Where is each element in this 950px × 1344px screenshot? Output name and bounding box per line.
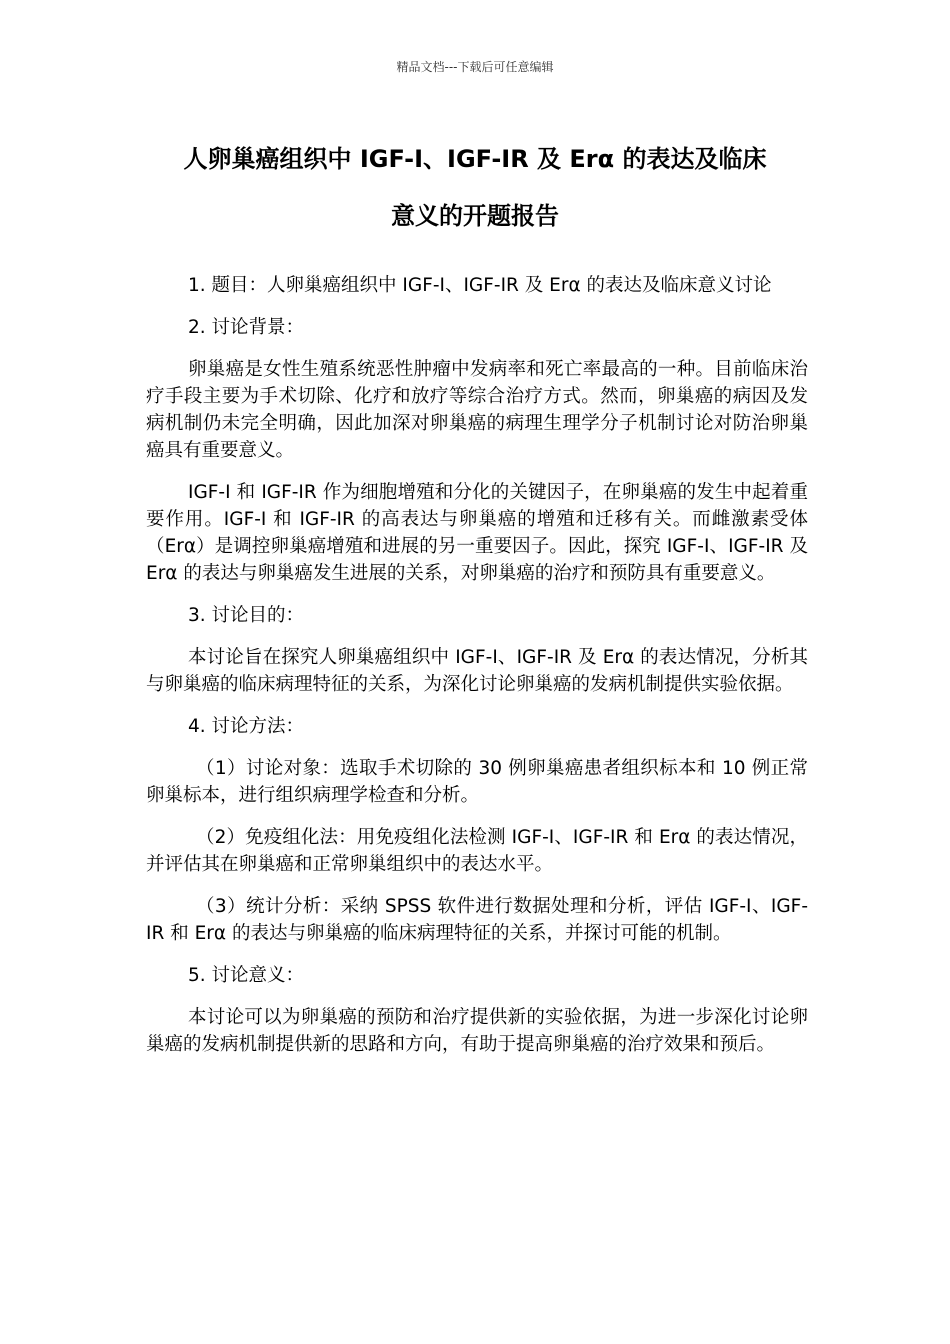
document-body <box>146 272 808 1073</box>
document-title <box>120 131 830 245</box>
significance-paragraph: 本讨论可以为卵巢癌的预防和治疗提供新的实验依据，为进一步深化讨论卵巢癌的发病机制提供新的思路和方向，有助于提高卵巢癌的治疗效果和预后。 <box>146 1007 808 1055</box>
section-heading-methods: 4. 讨论方法： <box>188 716 305 737</box>
method-item-3: （3）统计分析：采纳 SPSS 软件进行数据处理和分析，评估 IGF-I、IGF-IR 和 Erα 的表达与卵巢癌的临床病理特征的关系，并探讨可能的机制。 <box>146 896 808 944</box>
background-paragraph-1: 卵巢癌是女性生殖系统恶性肿瘤中发病率和死亡率最高的一种。目前临床治疗手段主要为手术切除、化疗和放疗等综合治疗方式。然而，卵巢癌的病因及发病机制仍未完全明确，因此加深对卵巢癌的病理生理学分子机制讨论对防治卵巢癌具有重要意义。 <box>146 359 808 461</box>
section-title-topic: 1. 题目：人卵巢癌组织中 IGF-I、IGF-IR 及 Erα 的表达及临床意义讨论 <box>188 275 772 296</box>
section-heading-background: 2. 讨论背景： <box>188 317 305 338</box>
background-paragraph-2: IGF-I 和 IGF-IR 作为细胞增殖和分化的关键因子，在卵巢癌的发生中起着重要作用。IGF-I 和 IGF-IR 的高表达与卵巢癌的增殖和迁移有关。而雌激素受体（Erα）是调控卵巢癌增殖和进展的另一重要因子。因此，探究 IGF-I、IGF-IR 及 Erα 的表达与卵巢癌发生进展的关系，对卵巢癌的治疗和预防具有重要意义。 <box>146 482 808 584</box>
method-item-2: （2）免疫组化法：用免疫组化法检测 IGF-I、IGF-IR 和 Erα 的表达情况，并评估其在卵巢癌和正常卵巢组织中的表达水平。 <box>146 827 808 875</box>
method-item-1: （1）讨论对象：选取手术切除的 30 例卵巢癌患者组织标本和 10 例正常卵巢标本，进行组织病理学检查和分析。 <box>146 758 808 806</box>
purpose-paragraph: 本讨论旨在探究人卵巢癌组织中 IGF-I、IGF-IR 及 Erα 的表达情况，分析其与卵巢癌的临床病理特征的关系，为深化讨论卵巢癌的发病机制提供实验依据。 <box>146 647 808 695</box>
section-heading-purpose: 3. 讨论目的： <box>188 605 305 626</box>
title-line-1: 人卵巢癌组织中 IGF-I、IGF-IR 及 Erα 的表达及临床 <box>183 145 767 173</box>
header-note: 精品文档---下载后可任意编辑 <box>396 60 554 74</box>
section-heading-significance: 5. 讨论意义： <box>188 965 305 986</box>
title-line-2: 意义的开题报告 <box>391 202 559 230</box>
